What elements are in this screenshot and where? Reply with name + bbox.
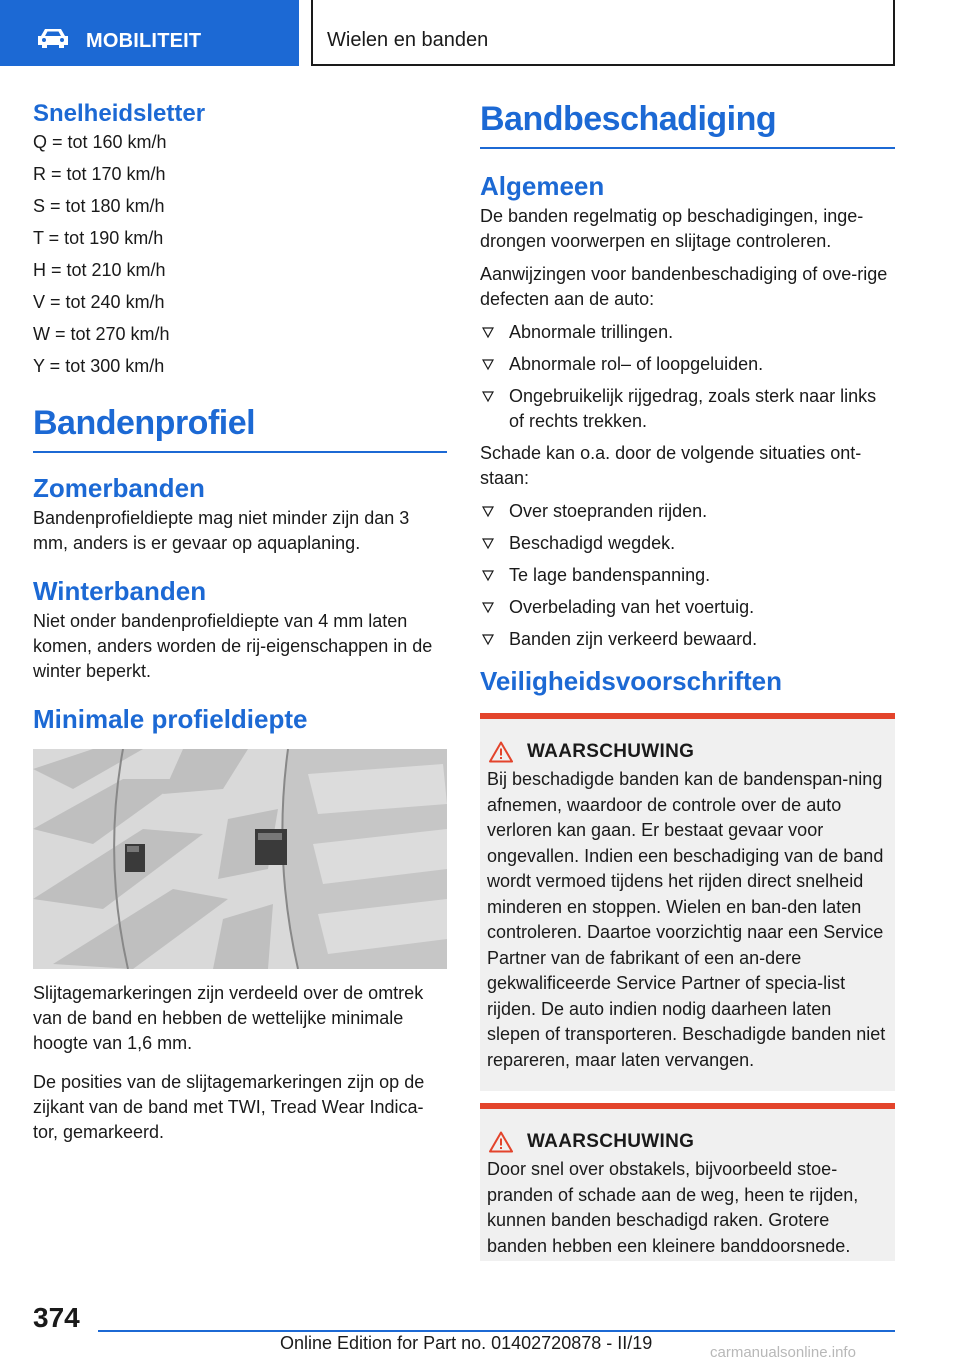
list-item bbox=[480, 563, 895, 588]
list-item-text: Beschadigd wegdek. bbox=[509, 533, 676, 553]
page-number: 374 bbox=[33, 1302, 80, 1333]
summer-text: Bandenprofieldiepte mag niet minder zijn dan 3 mm, anders is er gevaar op aquaplaning. bbox=[33, 508, 410, 553]
winter-heading: Winterbanden bbox=[33, 576, 207, 606]
warning-text: Door snel over obstakels, bijvoorbeeld stoe-pranden of schade aan de weg, heen te rijden, kunnen banden beschadigd raken. Grotere banden hebben een kleinere banddoorsnede. bbox=[487, 1159, 859, 1256]
left-column bbox=[33, 100, 447, 1153]
speed-row: R = tot 170 km/h bbox=[33, 164, 166, 184]
tread-wear-photo bbox=[33, 749, 447, 969]
footer-divider bbox=[98, 1330, 895, 1332]
signs-list bbox=[480, 320, 895, 434]
topic-label: Wielen en banden bbox=[327, 29, 489, 51]
list-item bbox=[480, 320, 895, 345]
triangle-bullet-icon bbox=[482, 327, 494, 339]
speed-row: T = tot 190 km/h bbox=[33, 228, 164, 248]
signs-intro: Aanwijzingen voor bandenbeschadiging of ove-rige defecten aan de auto: bbox=[480, 264, 888, 309]
list-item-text: Ongebruikelijk rijgedrag, zoals sterk naar links of rechts trekken. bbox=[509, 386, 877, 431]
warning-title: WAARSCHUWING bbox=[527, 1131, 695, 1152]
safety-heading: Veiligheidsvoorschriften bbox=[480, 666, 782, 696]
list-item-text: Overbelading van het voertuig. bbox=[509, 597, 755, 617]
triangle-bullet-icon bbox=[482, 359, 494, 371]
car-icon bbox=[36, 27, 70, 49]
general-heading: Algemeen bbox=[480, 171, 605, 201]
watermark: carmanualsonline.info bbox=[710, 1344, 856, 1361]
speed-row: Y = tot 300 km/h bbox=[33, 356, 165, 376]
speed-row: V = tot 240 km/h bbox=[33, 292, 165, 312]
speed-row: H = tot 210 km/h bbox=[33, 260, 166, 280]
list-item bbox=[480, 499, 895, 524]
triangle-bullet-icon bbox=[482, 570, 494, 582]
speed-list bbox=[33, 126, 447, 382]
warning-box bbox=[480, 1103, 895, 1261]
triangle-bullet-icon bbox=[482, 634, 494, 646]
list-item-text: Abnormale rol– of loopgeluiden. bbox=[509, 354, 764, 374]
speed-row: W = tot 270 km/h bbox=[33, 324, 170, 344]
summer-heading: Zomerbanden bbox=[33, 473, 205, 503]
edition-note: Online Edition for Part no. 01402720878 - II/19 bbox=[280, 1333, 653, 1353]
triangle-bullet-icon bbox=[482, 538, 494, 550]
warning-box bbox=[480, 713, 895, 1091]
triangle-bullet-icon bbox=[482, 602, 494, 614]
list-item bbox=[480, 595, 895, 620]
warning-text: Bij beschadigde banden kan de bandenspan-ning afnemen, waardoor de controle over de auto verloren kan gaan. Er bestaat gevaar voor ongevallen. Indien een beschadiging van de band wordt vermoed tijdens het rijden direct snelheid minderen en stoppen. Wielen en ban-den laten controleren. Daartoe voorzichtig naar een Service Partner van de fabrikant of een an-dere gekwalificeerde Service Partner of specia-list rijden. De auto indien nodig daarheen laten slepen of transporteren. Beschadigde banden niet repareren, maar laten vervangen. bbox=[487, 769, 886, 1070]
triangle-bullet-icon bbox=[482, 506, 494, 518]
speed-row: Q = tot 160 km/h bbox=[33, 132, 167, 152]
triangle-bullet-icon bbox=[482, 391, 494, 403]
list-item-text: Abnormale trillingen. bbox=[509, 322, 674, 342]
section-tab[interactable] bbox=[0, 0, 299, 66]
list-item bbox=[480, 352, 895, 377]
warning-title: WAARSCHUWING bbox=[527, 741, 695, 762]
damage-heading: Bandbeschadiging bbox=[480, 100, 895, 149]
list-item bbox=[480, 384, 895, 434]
list-item-text: Banden zijn verkeerd bewaard. bbox=[509, 629, 758, 649]
causes-intro: Schade kan o.a. door de volgende situaties ont-staan: bbox=[480, 443, 862, 488]
warning-triangle-icon bbox=[489, 741, 513, 763]
warning-triangle-icon bbox=[489, 1131, 513, 1153]
profile-heading: Bandenprofiel bbox=[33, 404, 447, 453]
right-column bbox=[480, 100, 895, 1273]
list-item bbox=[480, 627, 895, 652]
min-depth-text-1: Slijtagemarkeringen zijn verdeeld over de omtrek van de band en hebben de wettelijke minimale hoogte van 1,6 mm. bbox=[33, 983, 424, 1053]
min-depth-heading: Minimale profieldiepte bbox=[33, 704, 308, 734]
min-depth-text-2: De posities van de slijtagemarkeringen zijn op de zijkant van de band met TWI, Tread Wear Indica-tor, gemarkeerd. bbox=[33, 1072, 425, 1142]
speed-row: S = tot 180 km/h bbox=[33, 196, 165, 216]
section-label: MOBILITEIT bbox=[86, 30, 202, 52]
topic-header[interactable] bbox=[311, 0, 895, 66]
winter-text: Niet onder bandenprofieldiepte van 4 mm laten komen, anders worden de rij-eigenschappen in de winter beperkt. bbox=[33, 611, 433, 681]
general-text: De banden regelmatig op beschadigingen, inge-drongen voorwerpen en slijtage controleren. bbox=[480, 206, 864, 251]
list-item-text: Over stoepranden rijden. bbox=[509, 501, 708, 521]
speed-heading: Snelheidsletter bbox=[33, 100, 206, 127]
causes-list bbox=[480, 499, 895, 652]
list-item-text: Te lage bandenspanning. bbox=[509, 565, 711, 585]
list-item bbox=[480, 531, 895, 556]
